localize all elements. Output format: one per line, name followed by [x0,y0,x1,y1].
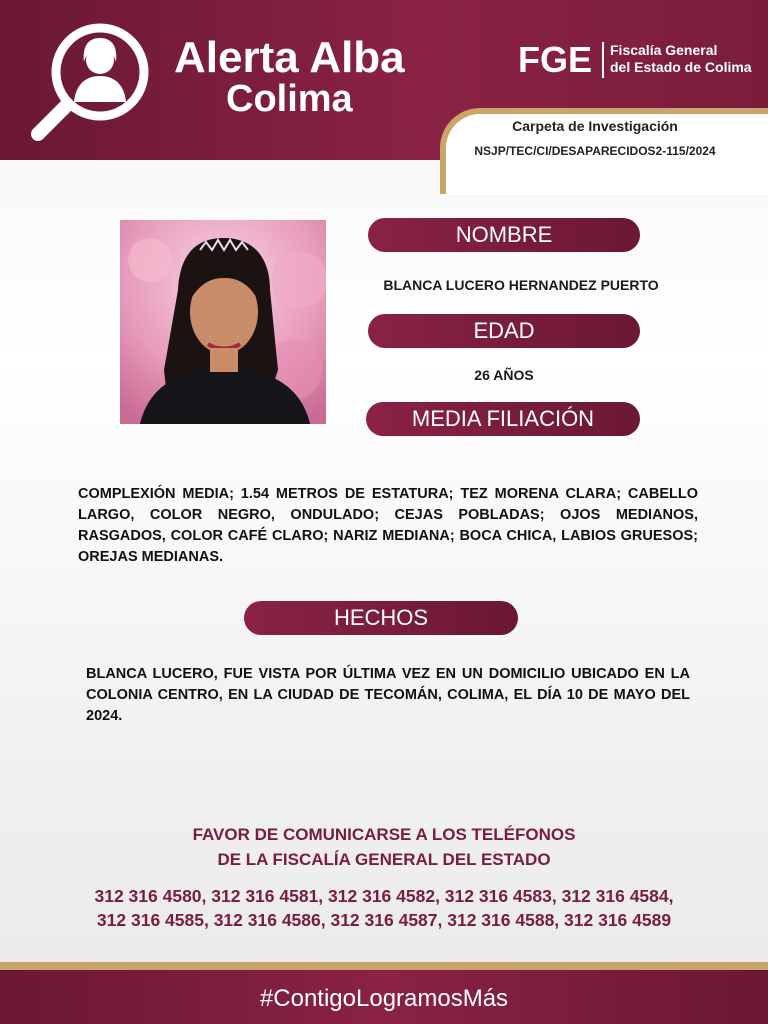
contact-line1: FAVOR DE COMUNICARSE A LOS TELÉFONOS [192,825,576,844]
person-age: 26 AÑOS [474,367,534,383]
person-name: BLANCA LUCERO HERNANDEZ PUERTO [383,277,659,293]
case-label: Carpeta de Investigación [512,118,678,134]
age-label-pill: EDAD [368,314,640,348]
name-label-pill: NOMBRE [368,218,640,252]
case-number: NSJP/TEC/CI/DESAPARECIDOS2-115/2024 [474,144,716,158]
description-label-pill: MEDIA FILIACIÓN [366,402,640,436]
org-name [610,42,752,76]
contact-line2: DE LA FISCALÍA GENERAL DEL ESTADO [217,850,551,869]
description-text: COMPLEXIÓN MEDIA; 1.54 METROS DE ESTATURA; TEZ MORENA CLARA; CABELLO LARGO, COLOR NEGRO, ONDULADO; CEJAS POBLADAS; OJOS MEDIANOS, RASGADOS, COLOR CAFÉ CLARO; NARIZ MEDIANA; BOCA CHICA, LABIOS GRUESOS; OREJAS MEDIANAS. [78,486,698,565]
footer-accent-stripe [0,962,768,970]
org-logo-text: FGE [518,39,593,80]
facts-text: BLANCA LUCERO, FUE VISTA POR ÚLTIMA VEZ EN UN DOMICILIO UBICADO EN LA COLONIA CENTRO, EN LA CIUDAD DE TECOMÁN, COLIMA, EL DÍA 10 DE MAYO DEL 2024. [86,666,690,724]
person-photo [120,220,326,424]
org-name-line1: Fiscalía General [610,42,718,58]
alert-title: Alerta Alba [174,33,405,82]
footer-hashtag: #ContigoLogramosMás [259,985,509,1012]
org-name-line2: del Estado de Colima [610,59,752,75]
alert-subtitle: Colima [226,78,353,120]
contact-phones: 312 316 4580, 312 316 4581, 312 316 4582, 312 316 4583, 312 316 4584, 312 316 4585, 312 316 4586, 312 316 4587, 312 316 4588, 312 316 4589 [94,886,674,930]
magnifier-person-icon [24,16,164,146]
facts-label-pill: HECHOS [244,601,518,635]
org-logo-divider [602,42,604,78]
